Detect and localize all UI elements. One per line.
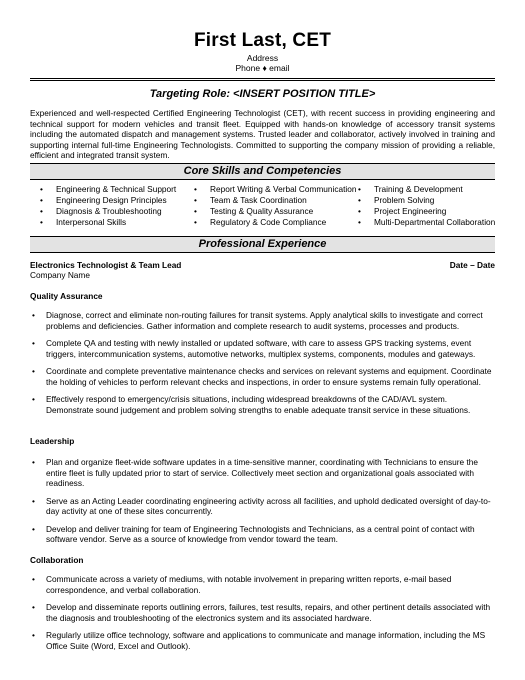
professional-summary: Experienced and well-respected Certified Engineering Technologist (CET), with recent success in providing engineering and technical support for modern vehicles and transit fleet. Equipped with hands-on knowledge of accessory transit systems including the automated dispatch and management systems. Trusted leader and collaborator, actively involved in training and supporting internal full-time Engineering Technologists. Committed to supporting the company mission of providing a reliable, efficient and integrated transit system. [30,108,495,160]
skill-item: • Regulatory & Code Compliance [194,217,357,228]
skill-item: • Team & Task Coordination [194,195,357,206]
targeting-role-title: Targeting Role: <INSERT POSITION TITLE> [149,88,376,100]
skills-column-2 [194,184,357,228]
skill-item: • Report Writing & Verbal Communication [194,184,357,195]
list-item: • Diagnose, correct and eliminate non-routing failures for transit systems. Apply analytical skills to investigate and correct problems and deficiencies. Gather information and complete research to audit systems, processes and products. [30,310,495,331]
list-item: • Develop and deliver training for team of Engineering Technologists and Technicians, as a central point of contact with software vendor. Serve as a source of knowledge from vendor toward the team. [30,524,495,545]
list-item: • Coordinate and complete preventative maintenance checks and services on relevant systems and equipment. Coordinate the holding of vehicles to perform relevant checks and inspections, in order to ensure systems remain fully operational. [30,366,495,387]
job-title: Electronics Technologist & Team Lead [30,260,182,270]
list-item: • Serve as an Acting Leader coordinating engineering activity across all facilities, and uphold dedicated oversight of day-to-day activity at one of these sites concurrently. [30,496,495,517]
phone-email-line: Phone ♦ email [235,63,290,73]
quality-assurance-list [30,310,495,422]
list-item: • Regularly utilize office technology, software and applications to communicate and manage information, including the MS Office Suite (Word, Excel and Outlook). [30,630,495,651]
skill-item: • Engineering & Technical Support [40,184,176,195]
skills-column-3 [358,184,495,228]
list-item: • Communicate across a variety of mediums, with notable involvement in preparing written reports, e-mail based correspondence, and verbal collaboration. [30,574,495,595]
section-title-collaboration: Collaboration [30,555,84,565]
skills-heading: Core Skills and Competencies [30,163,495,180]
section-title-quality-assurance: Quality Assurance [30,291,103,301]
list-item: • Complete QA and testing with newly installed or updated software, with care to assess GPS tracking systems, event triggers, intercommunication systems, automotive networks, multiplex systems, components, modules and gateways. [30,338,495,359]
skill-item: • Multi-Departmental Collaboration [358,217,495,228]
skill-item: • Diagnosis & Troubleshooting [40,206,176,217]
skill-item: • Training & Development [358,184,495,195]
skill-item: • Testing & Quality Assurance [194,206,357,217]
company-name: Company Name [30,270,90,280]
list-item: • Develop and disseminate reports outlining errors, failures, test results, repairs, and other pertinent details associated with the diagnosis and troubleshooting of the electronics system and its associated hardware. [30,602,495,623]
candidate-name: First Last, CET [193,30,332,51]
skill-item: • Interpersonal Skills [40,217,176,228]
experience-heading: Professional Experience [30,236,495,253]
section-title-leadership: Leadership [30,436,75,446]
list-item: • Plan and organize fleet-wide software updates in a time-sensitive manner, coordinating with Technicians to ensure the entire fleet is fully updated prior to start of service. Collectively meet section and organizational goals associated with readiness. [30,457,495,489]
job-dates: Date – Date [449,260,495,270]
list-item: • Effectively respond to emergency/crisis situations, including widespread breakdowns of the CAD/AVL system. Demonstrate sound judgement and problem solving strengths to enable adequate transit service in these situations. [30,394,495,415]
leadership-list [30,457,495,552]
collaboration-list [30,574,495,658]
header-divider [30,78,495,81]
skill-item: • Problem Solving [358,195,495,206]
skills-column-1 [40,184,176,228]
skill-item: • Project Engineering [358,206,495,217]
skill-item: • Engineering Design Principles [40,195,176,206]
address-line: Address [246,53,279,63]
